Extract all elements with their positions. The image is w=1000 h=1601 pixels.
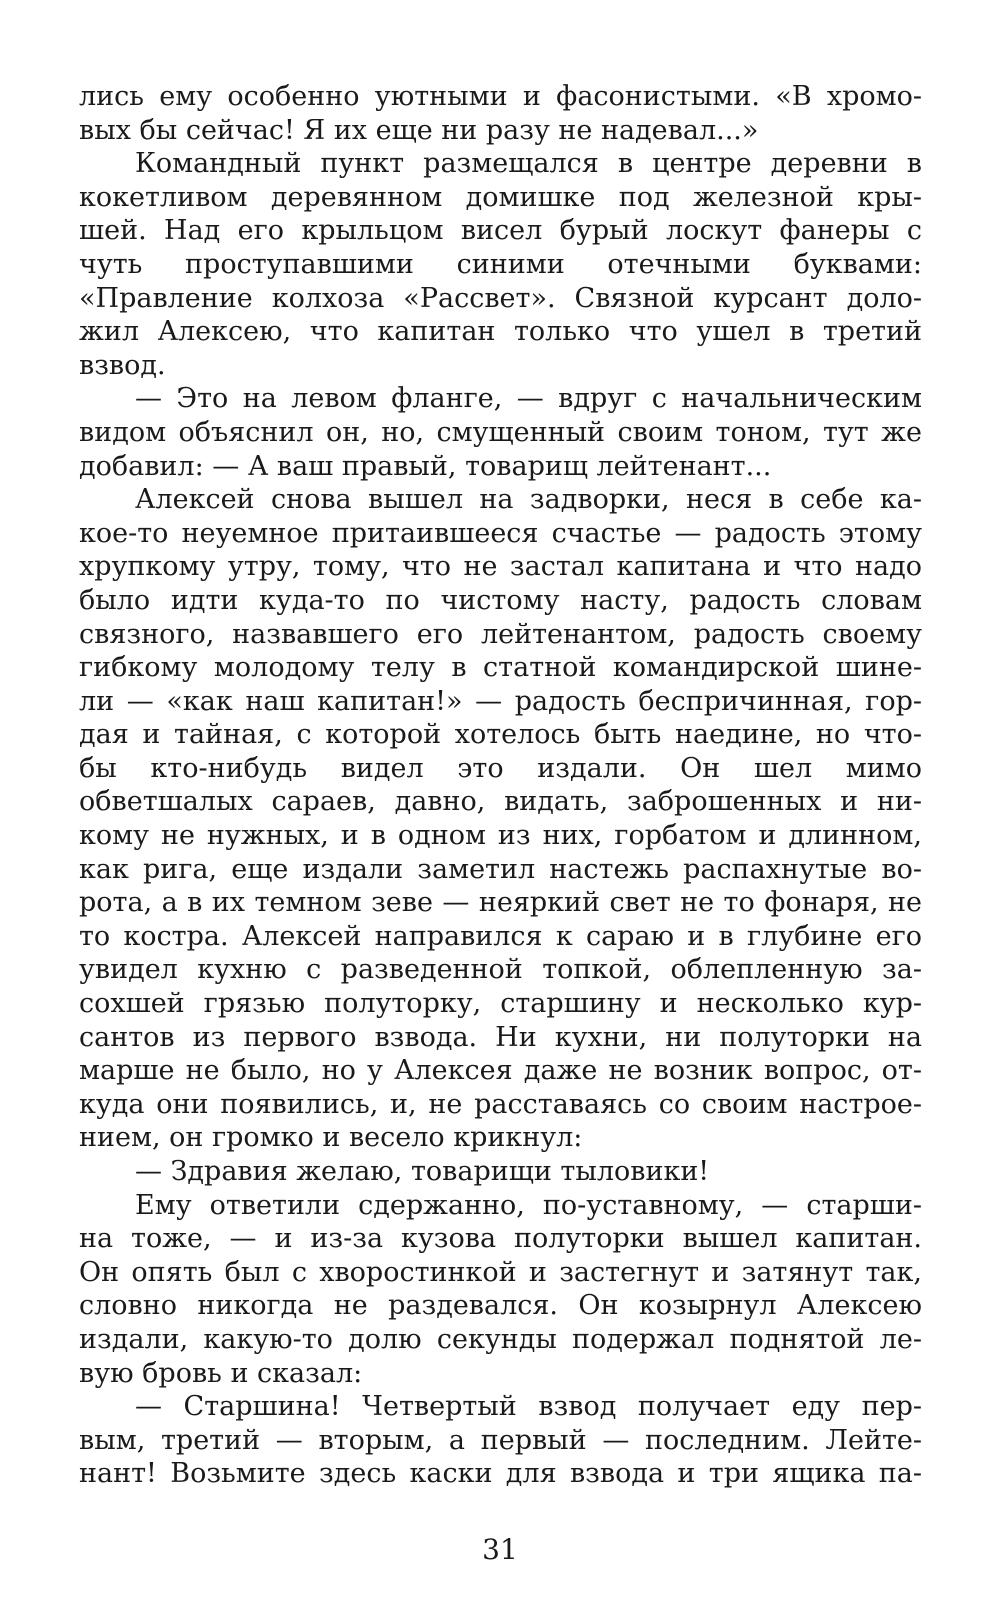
text-line: дая и тайная, с которой хотелось быть наедине, но что- (79, 719, 922, 751)
text-line: шей. Над его крыльцом висел бурый лоскут фанеры с (79, 215, 922, 247)
text-line: рота, а в их темном зеве — неяркий свет не то фонаря, не (79, 887, 922, 919)
text-line: Он опять был с хворостинкой и застегнут и затянут так, (79, 1256, 922, 1288)
text-line: добавил: — А ваш правый, товарищ лейтенант... (79, 450, 772, 482)
text-line: Командный пункт размещался в центре деревни в (135, 148, 922, 180)
text-line: взвод. (79, 349, 166, 381)
text-line: издали, какую-то долю секунды подержал поднятой ле- (79, 1323, 922, 1355)
text-line: как рига, еще издали заметил настежь распахнутые во- (79, 853, 922, 885)
text-line: Алексей снова вышел на задворки, неся в себе ка- (135, 484, 922, 516)
text-line: «Правление колхоза «Рассвет». Связной курсант доло- (79, 282, 922, 314)
text-line: увидел кухню с разведенной топкой, облепленную за- (79, 954, 922, 986)
text-line: вым, третий — вторым, а первый — последним. Лейте- (79, 1424, 922, 1456)
text-line: видом объяснил он, но, смущенный своим тоном, тут же (79, 416, 922, 448)
text-line: словно никогда не раздевался. Он козырнул Алексею (79, 1290, 922, 1322)
text-line: марше не было, но у Алексея даже не возник вопрос, от- (79, 1055, 922, 1087)
text-line: на тоже, — и из-за кузова полуторки вышел капитан. (79, 1223, 922, 1255)
page-number: 31 (482, 1533, 518, 1566)
text-line: связного, назвавшего его лейтенантом, радость своему (79, 618, 922, 650)
text-line: вых бы сейчас! Я их еще ни разу не надевал...» (79, 114, 759, 146)
text-line: гибкому молодому телу в статной командирской шине- (79, 652, 922, 684)
text-line: Ему ответили сдержанно, по-уставному, — старши- (135, 1189, 922, 1221)
text-line: то костра. Алексей направился к сараю и в глубине его (79, 920, 922, 952)
text-line: — Здравия желаю, товарищи тыловики! (135, 1156, 710, 1187)
text-line: сохшей грязью полуторку, старшину и несколько кур- (79, 988, 922, 1020)
text-line: жил Алексею, что капитан только что ушел в третий (79, 316, 922, 348)
text-line: кому не нужных, и в одном из них, горбатом и длинном, (79, 820, 922, 852)
text-line: хрупкому утру, тому, что не застал капитана и что надо (79, 551, 922, 583)
text-line: вую бровь и сказал: (79, 1357, 363, 1389)
book-page-text (79, 80, 922, 1491)
text-line: кокетливом деревянном домишке под железной кры- (79, 181, 922, 213)
text-line: нием, он громко и весело крикнул: (79, 1122, 583, 1154)
text-line: бы кто-нибудь видел это издали. Он шел мимо (79, 752, 922, 784)
text-line: было идти куда-то по чистому насту, радость словам (79, 584, 922, 616)
text-line: нант! Возьмите здесь каски для взвода и три ящика па- (79, 1458, 922, 1490)
text-line: — Старшина! Четвертый взвод получает еду пер- (135, 1391, 922, 1423)
text-line: обветшалых сараев, давно, видать, заброшенных и ни- (79, 786, 922, 818)
text-line: чуть проступавшими синими отечными буквами: (79, 248, 922, 280)
text-line: куда они появились, и, не расставаясь со своим настрое- (79, 1088, 922, 1120)
text-line: — Это на левом фланге, — вдруг с начальническим (135, 383, 922, 415)
text-line: кое-то неуемное притаившееся счастье — радость этому (79, 517, 922, 549)
text-line: лись ему особенно уютными и фасонистыми. «В хромо- (79, 81, 922, 112)
text-line: сантов из первого взвода. Ни кухни, ни полуторки на (79, 1021, 922, 1053)
text-line: ли — «как наш капитан!» — радость беспричинная, гор- (79, 685, 922, 717)
